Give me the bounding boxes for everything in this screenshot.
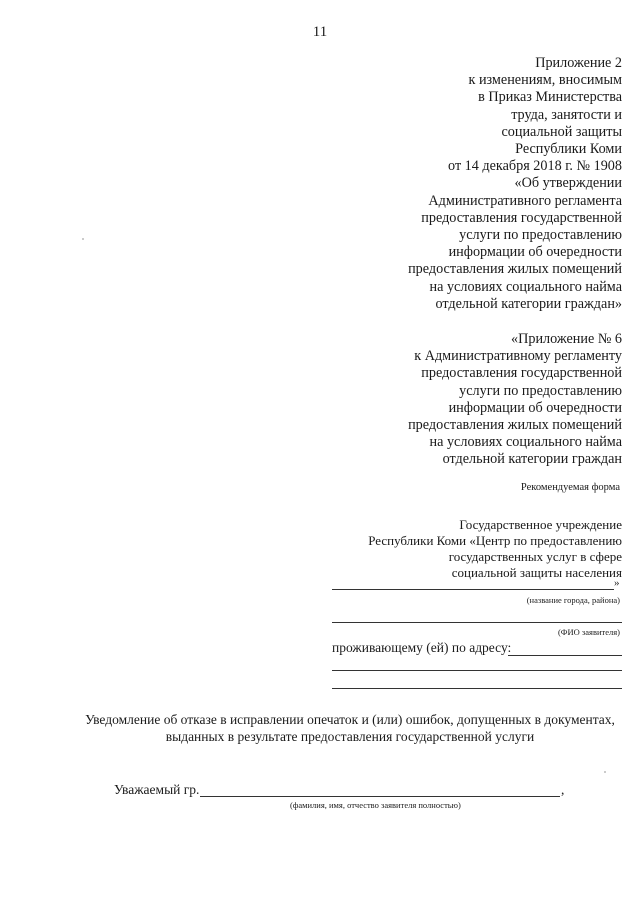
applicant-caption: (ФИО заявителя)	[557, 627, 620, 637]
address-blank-line-3	[332, 688, 622, 689]
notice-title-line: Уведомление об отказе в исправлении опечаток и (или) ошибок, допущенных в документах,	[85, 712, 615, 727]
notice-title	[60, 711, 640, 745]
appendix-6-line: предоставления государственной	[421, 365, 622, 382]
appendix-2-line: предоставления жилых помещений	[408, 261, 622, 278]
appendix-2-line: от 14 декабря 2018 г. № 1908	[448, 158, 622, 175]
fullname-caption: (фамилия, имя, отчество заявителя полностью)	[290, 800, 461, 810]
salutation-comma: ,	[561, 782, 565, 797]
appendix-6-line: отдельной категории граждан	[442, 451, 622, 468]
appendix-2-line: отдельной категории граждан»	[435, 295, 622, 312]
fullname-blank-line	[200, 796, 560, 797]
notice-title-line: выданных в результате предоставления государственной услуги	[165, 729, 535, 744]
city-blank-line	[332, 589, 614, 590]
address-blank-line	[508, 655, 622, 656]
appendix-2-line: Республики Коми	[515, 141, 622, 158]
institution-line: Государственное учреждение	[459, 517, 622, 532]
appendix-2-line: Административного регламента	[428, 192, 622, 209]
institution-line: государственных услуг в сфере	[448, 549, 622, 564]
appendix-2-line: к изменениям, вносимым	[468, 72, 622, 89]
appendix-6-line: услуги по предоставлению	[459, 382, 622, 399]
appendix-2-line: в Приказ Министерства	[478, 89, 622, 106]
appendix-2-line: на условиях социального найма	[429, 278, 622, 295]
appendix-6-line: информации об очередности	[448, 399, 622, 416]
close-quote: »	[614, 577, 620, 589]
appendix-2-line: услуги по предоставлению	[459, 227, 622, 244]
salutation-label: Уважаемый гр.	[114, 782, 200, 797]
appendix-6-header	[408, 331, 622, 469]
appendix-2-header	[408, 55, 622, 313]
address-blank-line-2	[332, 670, 622, 671]
appendix-2-line: предоставления государственной	[421, 209, 622, 226]
appendix-2-line: «Об утверждении	[514, 175, 622, 192]
appendix-2-line: информации об очередности	[448, 244, 622, 261]
appendix-2-line: Приложение 2	[535, 55, 622, 71]
appendix-6-line: предоставления жилых помещений	[408, 417, 622, 434]
applicant-blank-line	[332, 622, 622, 623]
institution-address	[368, 517, 622, 581]
scan-speck	[604, 771, 606, 773]
appendix-6-line: на условиях социального найма	[429, 434, 622, 451]
appendix-6-line: «Приложение № 6	[511, 331, 622, 347]
appendix-2-line: труда, занятости и	[511, 106, 622, 123]
address-label: проживающему (ей) по адресу:	[332, 640, 512, 655]
appendix-6-line: к Административному регламенту	[414, 348, 622, 365]
recommended-form-label: Рекомендуемая форма	[520, 482, 620, 493]
institution-line: социальной защиты населения	[451, 565, 622, 580]
page-number: 11	[312, 24, 328, 40]
scan-speck	[82, 238, 84, 240]
institution-line: Республики Коми «Центр по предоставлению	[368, 533, 622, 548]
appendix-2-line: социальной защиты	[501, 123, 622, 140]
city-caption: (название города, района)	[526, 595, 620, 605]
